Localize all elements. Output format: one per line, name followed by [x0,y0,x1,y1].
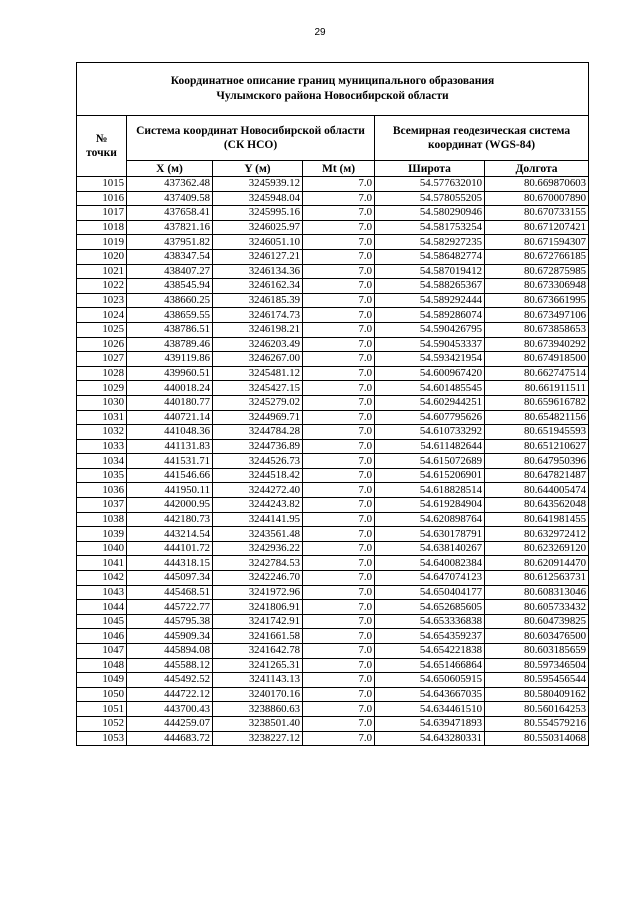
y-cell: 3245948.04 [213,191,303,206]
x-cell: 441131.83 [127,439,213,454]
mt-cell: 7.0 [303,468,375,483]
table-title [77,63,589,116]
table-row [77,249,589,264]
latitude-cell: 54.580290946 [375,206,485,221]
table-title-line-2: Чулымского района Новосибирской области [216,90,449,102]
mt-cell: 7.0 [303,308,375,323]
table-row [77,425,589,440]
longitude-cell: 80.608313046 [485,585,589,600]
point-number-cell: 1019 [77,235,127,250]
point-number-cell: 1033 [77,439,127,454]
y-cell: 3238227.12 [213,731,303,746]
table-body [77,177,589,746]
y-cell: 3245939.12 [213,177,303,192]
point-number-cell: 1015 [77,177,127,192]
latitude-cell: 54.650605915 [375,673,485,688]
mt-cell: 7.0 [303,177,375,192]
mt-cell: 7.0 [303,381,375,396]
table-row [77,731,589,746]
y-cell: 3245995.16 [213,206,303,221]
latitude-cell: 54.639471893 [375,716,485,731]
point-number-cell: 1041 [77,556,127,571]
point-number-cell: 1050 [77,687,127,702]
mt-cell: 7.0 [303,731,375,746]
latitude-cell: 54.643667035 [375,687,485,702]
point-number-cell: 1027 [77,352,127,367]
longitude-cell: 80.623269120 [485,541,589,556]
x-cell: 437409.58 [127,191,213,206]
mt-cell: 7.0 [303,322,375,337]
mt-cell: 7.0 [303,395,375,410]
x-cell: 443214.54 [127,527,213,542]
mt-cell: 7.0 [303,206,375,221]
x-cell: 439960.51 [127,366,213,381]
longitude-cell: 80.654821156 [485,410,589,425]
latitude-cell: 54.615072689 [375,454,485,469]
mt-cell: 7.0 [303,629,375,644]
mt-cell: 7.0 [303,614,375,629]
longitude-cell: 80.554579216 [485,716,589,731]
mt-cell: 7.0 [303,366,375,381]
table-row [77,352,589,367]
point-number-cell: 1021 [77,264,127,279]
table-row [77,366,589,381]
y-cell: 3246051.10 [213,235,303,250]
x-cell: 444722.12 [127,687,213,702]
point-number-cell: 1020 [77,249,127,264]
longitude-cell: 80.661911511 [485,381,589,396]
y-cell: 3246162.34 [213,279,303,294]
x-cell: 445492.52 [127,673,213,688]
x-cell: 445097.34 [127,571,213,586]
x-cell: 442000.95 [127,498,213,513]
point-number-cell: 1024 [77,308,127,323]
table-row [77,395,589,410]
x-cell: 443700.43 [127,702,213,717]
point-number-cell: 1047 [77,644,127,659]
latitude-cell: 54.647074123 [375,571,485,586]
x-cell: 438786.51 [127,322,213,337]
y-cell: 3241806.91 [213,600,303,615]
latitude-cell: 54.602944251 [375,395,485,410]
point-number-cell: 1051 [77,702,127,717]
table-row [77,308,589,323]
table-row [77,644,589,659]
longitude-cell: 80.673661995 [485,293,589,308]
x-cell: 445894.08 [127,644,213,659]
mt-cell: 7.0 [303,687,375,702]
point-number-cell: 1029 [77,381,127,396]
latitude-cell: 54.578055205 [375,191,485,206]
latitude-cell: 54.607795626 [375,410,485,425]
point-number-cell: 1025 [77,322,127,337]
longitude-cell: 80.632972412 [485,527,589,542]
y-cell: 3246198.21 [213,322,303,337]
x-cell: 445722.77 [127,600,213,615]
table-row [77,293,589,308]
y-cell: 3244272.40 [213,483,303,498]
y-cell: 3244526.73 [213,454,303,469]
y-cell: 3245427.15 [213,381,303,396]
longitude-cell: 80.673940292 [485,337,589,352]
x-cell: 444318.15 [127,556,213,571]
table-row [77,381,589,396]
longitude-cell: 80.644005474 [485,483,589,498]
longitude-cell: 80.605733432 [485,600,589,615]
latitude-cell: 54.630178791 [375,527,485,542]
y-cell: 3242784.53 [213,556,303,571]
point-number-cell: 1022 [77,279,127,294]
y-cell: 3244141.95 [213,512,303,527]
longitude-cell: 80.662747514 [485,366,589,381]
table-row [77,702,589,717]
table-row [77,439,589,454]
table-row [77,498,589,513]
longitude-cell: 80.603185659 [485,644,589,659]
longitude-cell: 80.620914470 [485,556,589,571]
x-cell: 438659.55 [127,308,213,323]
point-number-cell: 1034 [77,454,127,469]
point-number-word: точки [86,147,117,159]
longitude-cell: 80.674918500 [485,352,589,367]
mt-cell: 7.0 [303,293,375,308]
longitude-cell: 80.671207421 [485,220,589,235]
y-cell: 3241661.58 [213,629,303,644]
point-number-cell: 1037 [77,498,127,513]
latitude-cell: 54.582927235 [375,235,485,250]
x-cell: 442180.73 [127,512,213,527]
table-row [77,206,589,221]
latitude-cell: 54.651466864 [375,658,485,673]
latitude-cell: 54.654359237 [375,629,485,644]
latitude-column-header: Широта [375,161,485,177]
point-number-cell: 1040 [77,541,127,556]
x-cell: 438789.46 [127,337,213,352]
y-cell: 3246203.49 [213,337,303,352]
latitude-cell: 54.586482774 [375,249,485,264]
table-row [77,716,589,731]
point-number-cell: 1039 [77,527,127,542]
latitude-cell: 54.638140267 [375,541,485,556]
x-cell: 437658.41 [127,206,213,221]
table-row [77,337,589,352]
mt-cell: 7.0 [303,410,375,425]
latitude-cell: 54.601485545 [375,381,485,396]
mt-cell: 7.0 [303,716,375,731]
mt-cell: 7.0 [303,702,375,717]
wgs84-system-header: Всемирная геодезическая система координат (WGS-84) [375,116,589,161]
latitude-cell: 54.600967420 [375,366,485,381]
mt-cell: 7.0 [303,571,375,586]
point-number-cell: 1032 [77,425,127,440]
x-cell: 440721.14 [127,410,213,425]
y-cell: 3245481.12 [213,366,303,381]
point-number-cell: 1045 [77,614,127,629]
coordinates-table [76,62,589,746]
point-number-cell: 1036 [77,483,127,498]
longitude-cell: 80.670007890 [485,191,589,206]
table-row [77,279,589,294]
table-title-line-1: Координатное описание границ муниципального образования [170,75,495,87]
x-cell: 440180.77 [127,395,213,410]
latitude-cell: 54.615206901 [375,468,485,483]
latitude-cell: 54.634461510 [375,702,485,717]
latitude-cell: 54.652685605 [375,600,485,615]
latitude-cell: 54.650404177 [375,585,485,600]
point-number-cell: 1026 [77,337,127,352]
table-row [77,585,589,600]
table-row [77,220,589,235]
y-cell: 3246127.21 [213,249,303,264]
x-column-header: X (м) [127,161,213,177]
y-cell: 3242936.22 [213,541,303,556]
y-cell: 3246025.97 [213,220,303,235]
longitude-cell: 80.604739825 [485,614,589,629]
nso-system-header: Система координат Новосибирской области (СК НСО) [127,116,375,161]
latitude-cell: 54.587019412 [375,264,485,279]
x-cell: 444101.72 [127,541,213,556]
longitude-cell: 80.651210627 [485,439,589,454]
y-cell: 3246185.39 [213,293,303,308]
longitude-cell: 80.560164253 [485,702,589,717]
point-number-cell: 1023 [77,293,127,308]
point-number-cell: 1031 [77,410,127,425]
latitude-cell: 54.620898764 [375,512,485,527]
x-cell: 445588.12 [127,658,213,673]
x-cell: 440018.24 [127,381,213,396]
longitude-cell: 80.670733155 [485,206,589,221]
latitude-cell: 54.588265367 [375,279,485,294]
longitude-cell: 80.672875985 [485,264,589,279]
y-cell: 3243561.48 [213,527,303,542]
longitude-cell: 80.659616782 [485,395,589,410]
y-cell: 3238860.63 [213,702,303,717]
table-row [77,264,589,279]
latitude-cell: 54.653336838 [375,614,485,629]
longitude-cell: 80.647950396 [485,454,589,469]
point-number-cell: 1046 [77,629,127,644]
mt-cell: 7.0 [303,498,375,513]
latitude-cell: 54.640082384 [375,556,485,571]
table-row [77,629,589,644]
mt-cell: 7.0 [303,585,375,600]
table-row [77,571,589,586]
longitude-cell: 80.669870603 [485,177,589,192]
point-number-cell: 1038 [77,512,127,527]
mt-column-header: Mt (м) [303,161,375,177]
longitude-cell: 80.580409162 [485,687,589,702]
mt-cell: 7.0 [303,439,375,454]
table-row [77,614,589,629]
mt-cell: 7.0 [303,337,375,352]
point-number-cell: 1044 [77,600,127,615]
table-row [77,177,589,192]
table-row [77,454,589,469]
mt-cell: 7.0 [303,235,375,250]
table-row [77,512,589,527]
y-cell: 3241143.13 [213,673,303,688]
mt-cell: 7.0 [303,264,375,279]
longitude-cell: 80.647821487 [485,468,589,483]
latitude-cell: 54.618828514 [375,483,485,498]
longitude-cell: 80.673497106 [485,308,589,323]
mt-cell: 7.0 [303,658,375,673]
mt-cell: 7.0 [303,556,375,571]
table-row [77,483,589,498]
y-cell: 3246267.00 [213,352,303,367]
x-cell: 439119.86 [127,352,213,367]
y-cell: 3246174.73 [213,308,303,323]
point-number-cell: 1053 [77,731,127,746]
y-cell: 3244784.28 [213,425,303,440]
y-cell: 3238501.40 [213,716,303,731]
mt-cell: 7.0 [303,600,375,615]
point-number-cell: 1043 [77,585,127,600]
latitude-cell: 54.593421954 [375,352,485,367]
mt-cell: 7.0 [303,673,375,688]
latitude-cell: 54.589292444 [375,293,485,308]
longitude-cell: 80.643562048 [485,498,589,513]
longitude-cell: 80.651945593 [485,425,589,440]
x-cell: 437951.82 [127,235,213,250]
table-row [77,658,589,673]
point-number-cell: 1052 [77,716,127,731]
table-row [77,235,589,250]
x-cell: 444259.07 [127,716,213,731]
longitude-cell: 80.595456544 [485,673,589,688]
y-cell: 3240170.16 [213,687,303,702]
x-cell: 438660.25 [127,293,213,308]
mt-cell: 7.0 [303,541,375,556]
latitude-cell: 54.654221838 [375,644,485,659]
x-cell: 437362.48 [127,177,213,192]
x-cell: 437821.16 [127,220,213,235]
mt-cell: 7.0 [303,644,375,659]
latitude-cell: 54.611482644 [375,439,485,454]
mt-cell: 7.0 [303,279,375,294]
longitude-cell: 80.641981455 [485,512,589,527]
table-row [77,322,589,337]
y-cell: 3244736.89 [213,439,303,454]
table-row [77,468,589,483]
latitude-cell: 54.643280331 [375,731,485,746]
x-cell: 444683.72 [127,731,213,746]
longitude-column-header: Долгота [485,161,589,177]
y-cell: 3244518.42 [213,468,303,483]
x-cell: 438407.27 [127,264,213,279]
table-row [77,673,589,688]
x-cell: 438545.94 [127,279,213,294]
mt-cell: 7.0 [303,512,375,527]
mt-cell: 7.0 [303,352,375,367]
x-cell: 445909.34 [127,629,213,644]
point-number-header [77,116,127,177]
y-cell: 3246134.36 [213,264,303,279]
y-cell: 3244243.82 [213,498,303,513]
latitude-cell: 54.610733292 [375,425,485,440]
x-cell: 438347.54 [127,249,213,264]
point-number-cell: 1028 [77,366,127,381]
mt-cell: 7.0 [303,220,375,235]
point-number-cell: 1018 [77,220,127,235]
y-column-header: Y (м) [213,161,303,177]
y-cell: 3245279.02 [213,395,303,410]
point-number-cell: 1035 [77,468,127,483]
mt-cell: 7.0 [303,483,375,498]
table-row [77,527,589,542]
point-number-symbol: № [95,133,108,145]
x-cell: 441531.71 [127,454,213,469]
mt-cell: 7.0 [303,249,375,264]
point-number-cell: 1030 [77,395,127,410]
y-cell: 3244969.71 [213,410,303,425]
latitude-cell: 54.590426795 [375,322,485,337]
longitude-cell: 80.612563731 [485,571,589,586]
x-cell: 441546.66 [127,468,213,483]
table-row [77,191,589,206]
y-cell: 3241972.96 [213,585,303,600]
table-row [77,541,589,556]
longitude-cell: 80.672766185 [485,249,589,264]
mt-cell: 7.0 [303,527,375,542]
longitude-cell: 80.597346504 [485,658,589,673]
y-cell: 3241642.78 [213,644,303,659]
x-cell: 441048.36 [127,425,213,440]
latitude-cell: 54.589286074 [375,308,485,323]
latitude-cell: 54.619284904 [375,498,485,513]
y-cell: 3241742.91 [213,614,303,629]
point-number-cell: 1049 [77,673,127,688]
table-row [77,687,589,702]
point-number-cell: 1042 [77,571,127,586]
x-cell: 445795.38 [127,614,213,629]
table-row [77,600,589,615]
y-cell: 3242246.70 [213,571,303,586]
mt-cell: 7.0 [303,191,375,206]
table-row [77,556,589,571]
point-number-cell: 1017 [77,206,127,221]
latitude-cell: 54.577632010 [375,177,485,192]
x-cell: 441950.11 [127,483,213,498]
longitude-cell: 80.550314068 [485,731,589,746]
mt-cell: 7.0 [303,425,375,440]
table-row [77,410,589,425]
longitude-cell: 80.671594307 [485,235,589,250]
page-number: 29 [314,27,326,38]
longitude-cell: 80.673858653 [485,322,589,337]
latitude-cell: 54.590453337 [375,337,485,352]
point-number-cell: 1048 [77,658,127,673]
point-number-cell: 1016 [77,191,127,206]
mt-cell: 7.0 [303,454,375,469]
longitude-cell: 80.673306948 [485,279,589,294]
latitude-cell: 54.581753254 [375,220,485,235]
longitude-cell: 80.603476500 [485,629,589,644]
x-cell: 445468.51 [127,585,213,600]
y-cell: 3241265.31 [213,658,303,673]
